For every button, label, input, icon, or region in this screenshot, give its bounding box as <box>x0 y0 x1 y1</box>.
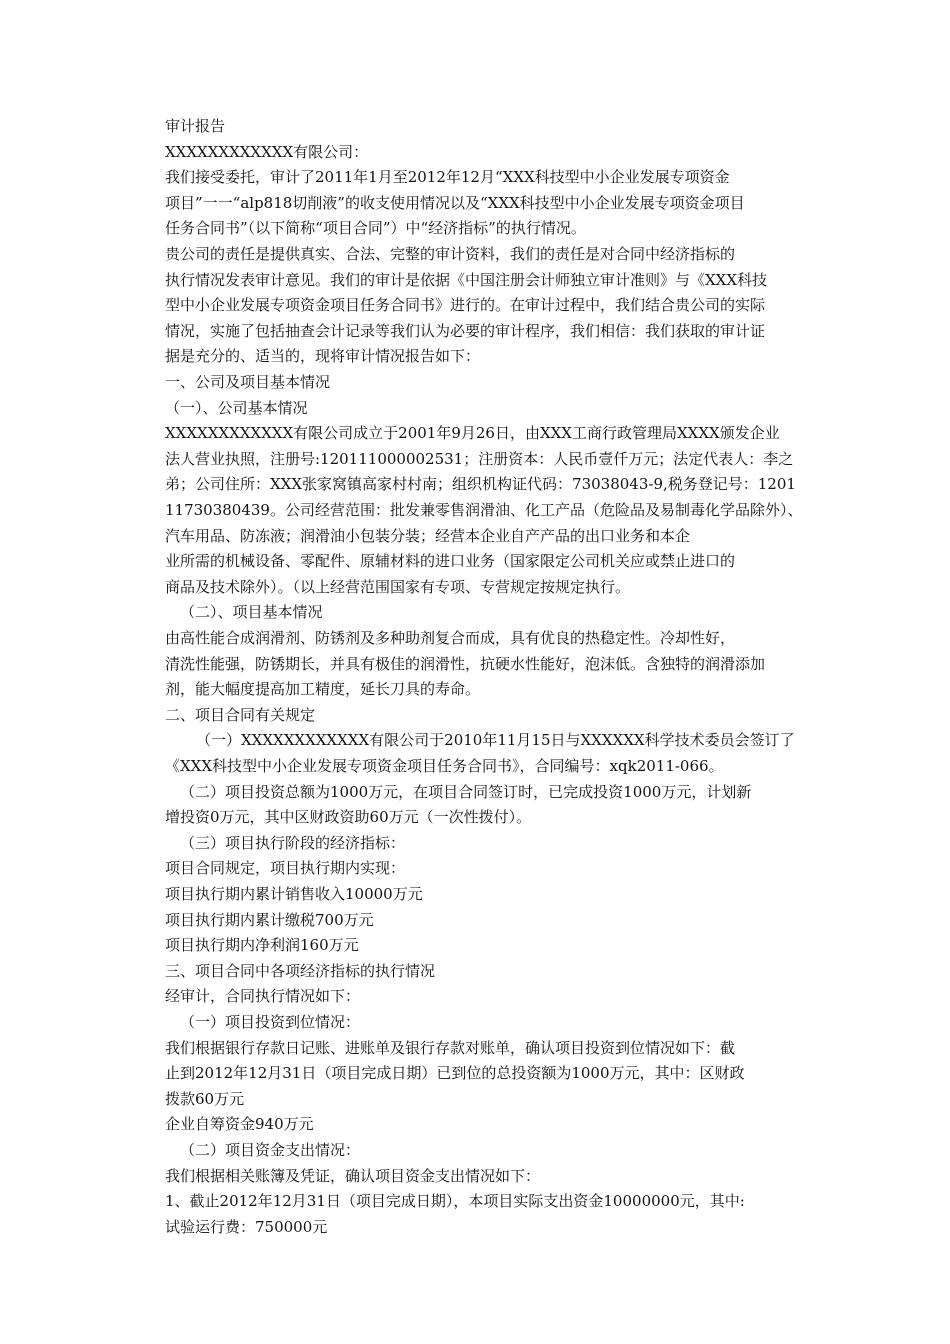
section-heading: 一、公司及项目基本情况 <box>165 373 331 391</box>
subsection-heading: （二）项目资金支出情况： <box>180 1141 361 1159</box>
text-line: 止到2012年12月31日（项目完成日期）已到位的总投资额为1000万元，其中：区财政 <box>165 1064 745 1083</box>
subsection-heading: （一）、公司基本情况 <box>165 398 308 417</box>
text-line: （二）项目投资总额为1000万元，在项目合同签订时，已完成投资1000万元，计划新 <box>180 782 752 801</box>
text-line: 情况，实施了包括抽查会计记录等我们认为必要的审计程序，我们相信：我们获取的审计证 <box>165 321 766 340</box>
text-line: 法人营业执照，注册号:120111000002531；注册资本：人民币壹仟万元；法定代表人：李之 <box>165 449 794 468</box>
text-line: XXXXXXXXXXXX有限公司成立于2001年9月26日，由XXX工商行政管理局XXXX颁发企业 <box>165 424 780 443</box>
text-line: 11730380439。公司经营范围：批发兼零售润滑油、化工产品（危险品及易制毒化学品除外）、 <box>165 501 803 519</box>
text-line: 汽车用品、防冻液；润滑油小包装分装；经营本企业自产产品的出口业务和本企 <box>165 526 691 545</box>
text-line: 我们接受委托，审计了2011年1月至2012年12月“XXX科技型中小企业发展专项资金 <box>165 168 730 187</box>
text-line: 型中小企业发展专项资金项目任务合同书》进行的。在审计过程中，我们结合贵公司的实际 <box>165 296 766 315</box>
subsection-heading: （一）项目投资到位情况： <box>180 1013 361 1031</box>
text-line: 拨款60万元 <box>165 1089 245 1108</box>
subsection-heading: （三）项目执行阶段的经济指标： <box>180 833 406 852</box>
subsection-heading: （二）、项目基本情况 <box>180 603 323 622</box>
text-line: 商品及技术除外）。（以上经营范围国家有专项、专营规定按规定执行。 <box>165 577 631 596</box>
addressee: XXXXXXXXXXXX有限公司： <box>165 142 369 161</box>
indicator-line: 项目执行期内累计缴税700万元 <box>165 910 374 929</box>
text-line: 剂，能大幅度提高加工精度，延长刀具的寿命。 <box>165 680 481 699</box>
text-line: 项目”一一“alp818切削液”的收支使用情况以及“XXX科技型中小企业发展专项资金项目 <box>165 193 745 212</box>
indicator-line: 项目执行期内净利润160万元 <box>165 936 359 955</box>
text-line: 1、截止2012年12月31日（项目完成日期），本项目实际支出资金10000000元，其中: <box>165 1192 745 1211</box>
section-heading: 二、项目合同有关规定 <box>165 705 316 724</box>
text-line: 由高性能合成润滑剂、防锈剂及多种助剂复合而成，具有优良的热稳定性。冷却性好， <box>165 629 736 647</box>
text-line: 经审计，合同执行情况如下： <box>165 987 361 1006</box>
text-line: 《XXX科技型中小企业发展专项资金项目任务合同书》，合同编号：xqk2011-066。 <box>165 757 724 775</box>
section-heading: 三、项目合同中各项经济指标的执行情况 <box>165 961 436 980</box>
text-line: 试验运行费：750000元 <box>165 1217 328 1236</box>
indicator-line: 项目执行期内累计销售收入10000万元 <box>165 885 423 903</box>
text-line: 项目合同规定，项目执行期内实现： <box>165 859 406 878</box>
text-line: 弟；公司住所：XXX张家窝镇高家村村南；组织机构证代码：73038043-9,税务登记号：1201 <box>165 475 796 494</box>
text-line: 企业自筹资金940万元 <box>165 1115 314 1134</box>
text-line: 贵公司的责任是提供真实、合法、完整的审计资料，我们的责任是对合同中经济指标的 <box>165 245 736 263</box>
doc-title: 审计报告 <box>165 117 226 135</box>
text-line: （一）XXXXXXXXXXXX有限公司于2010年11月15日与XXXXXX科学技术委员会签订了 <box>196 731 795 750</box>
text-line: 据是充分的、适当的，现将审计情况报告如下： <box>165 347 481 366</box>
text-line: 任务合同书”（以下简称“项目合同”）中“经济指标”的执行情况。 <box>165 219 586 238</box>
text-line: 我们根据银行存款日记账、进账单及银行存款对账单，确认项目投资到位情况如下：截 <box>165 1038 736 1057</box>
text-line: 清洗性能强，防锈期长，并具有极佳的润滑性，抗硬水性能好，泡沫低。含独特的润滑添加 <box>165 654 766 673</box>
text-line: 增投资0万元，其中区财政资助60万元（一次性拨付）。 <box>165 808 532 827</box>
text-line: 我们根据相关账簿及凭证，确认项目资金支出情况如下： <box>165 1166 541 1185</box>
text-line: 执行情况发表审计意见。我们的审计是依据《中国注册会计师独立审计准则》与《XXX科技 <box>165 270 768 289</box>
text-line: 业所需的机械设备、零配件、原辅材料的进口业务（国家限定公司机关应或禁止进口的 <box>165 552 736 571</box>
